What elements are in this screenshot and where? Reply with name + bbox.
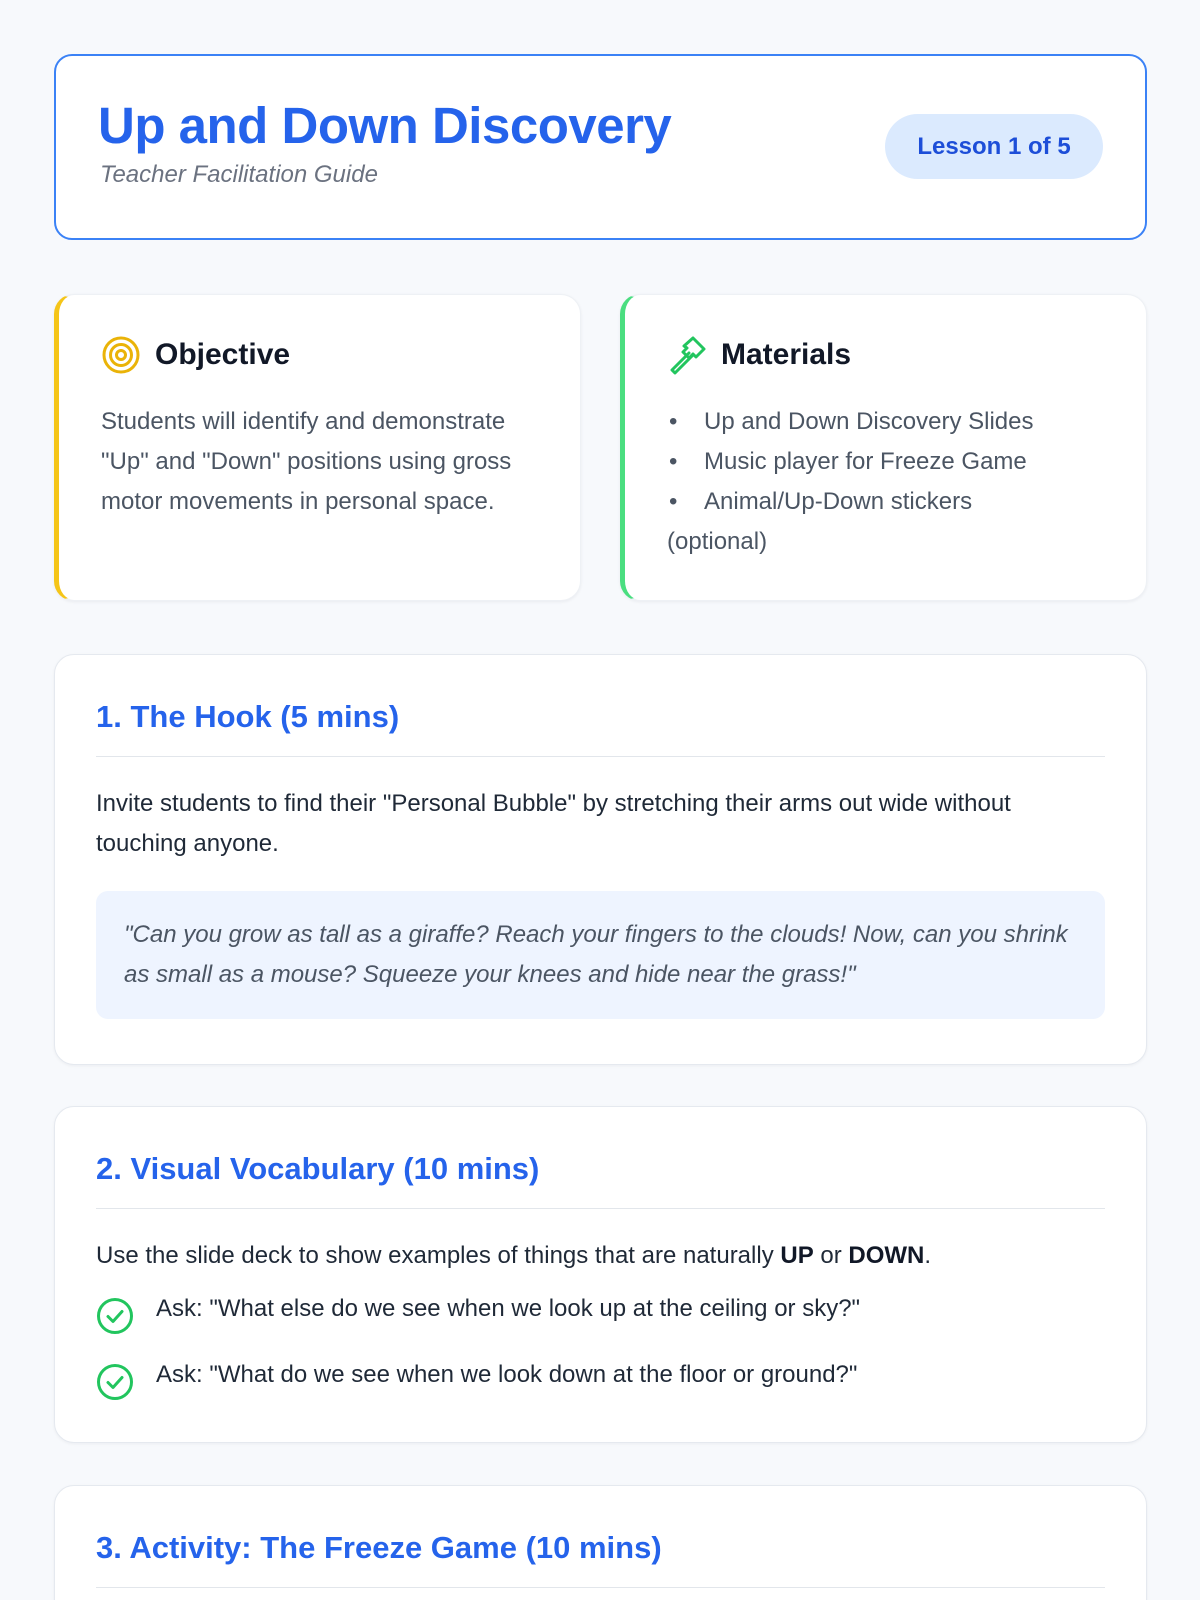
section-title: 1. The Hook (5 mins) [96,699,400,734]
section-divider [96,1587,1105,1588]
checklist-item [96,1357,857,1401]
page-subtitle: Teacher Facilitation Guide [100,161,378,188]
emphasis-down: DOWN [848,1242,925,1269]
section-text: Use the slide deck to show examples of things that are naturally UP or DOWN. [96,1242,932,1269]
header-card [54,54,1147,240]
section-title: 3. Activity: The Freeze Game (10 mins) [96,1530,662,1565]
check-circle-icon [96,1297,134,1335]
section-hook [54,654,1147,1065]
objective-text: Students will identify and demonstrate "Up" and "Down" positions using gross motor movements in personal space. [101,408,512,515]
quote-box: "Can you grow as tall as a giraffe? Reach your fingers to the clouds! Now, can you shrink as small as a mouse? Squeeze your knees and hide near the grass!" [96,891,1105,1019]
section-divider [96,1208,1105,1209]
section-vocabulary [54,1106,1147,1443]
list-item: • Animal/Up-Down stickers [669,488,973,515]
materials-trailing-text: (optional) [667,528,768,555]
objective-card [54,294,581,601]
list-item: • Up and Down Discovery Slides [669,408,1034,435]
materials-card [620,294,1147,601]
section-title: 2. Visual Vocabulary (10 mins) [96,1151,540,1186]
materials-body [667,402,1116,562]
checklist-text: Ask: "What do we see when we look down at the floor or ground?" [156,1361,858,1388]
checklist-item [96,1291,860,1335]
list-item: • Music player for Freeze Game [669,448,1027,475]
hammer-icon [667,335,707,375]
materials-title: Materials [721,338,852,371]
materials-list [667,402,1116,522]
materials-header [667,335,851,375]
section-activity [54,1485,1147,1600]
section-text: Invite students to find their "Personal Bubble" by stretching their arms out wide without touching anyone. [96,790,1011,857]
check-circle-icon [96,1363,134,1401]
objective-header [101,335,290,375]
objective-title: Objective [155,338,291,371]
section-divider [96,756,1105,757]
emphasis-up: UP [780,1242,814,1269]
checklist-text: Ask: "What else do we see when we look up at the ceiling or sky?" [156,1295,861,1322]
page-title: Up and Down Discovery [98,97,672,154]
lesson-badge: Lesson 1 of 5 [885,114,1103,179]
target-icon [101,335,141,375]
